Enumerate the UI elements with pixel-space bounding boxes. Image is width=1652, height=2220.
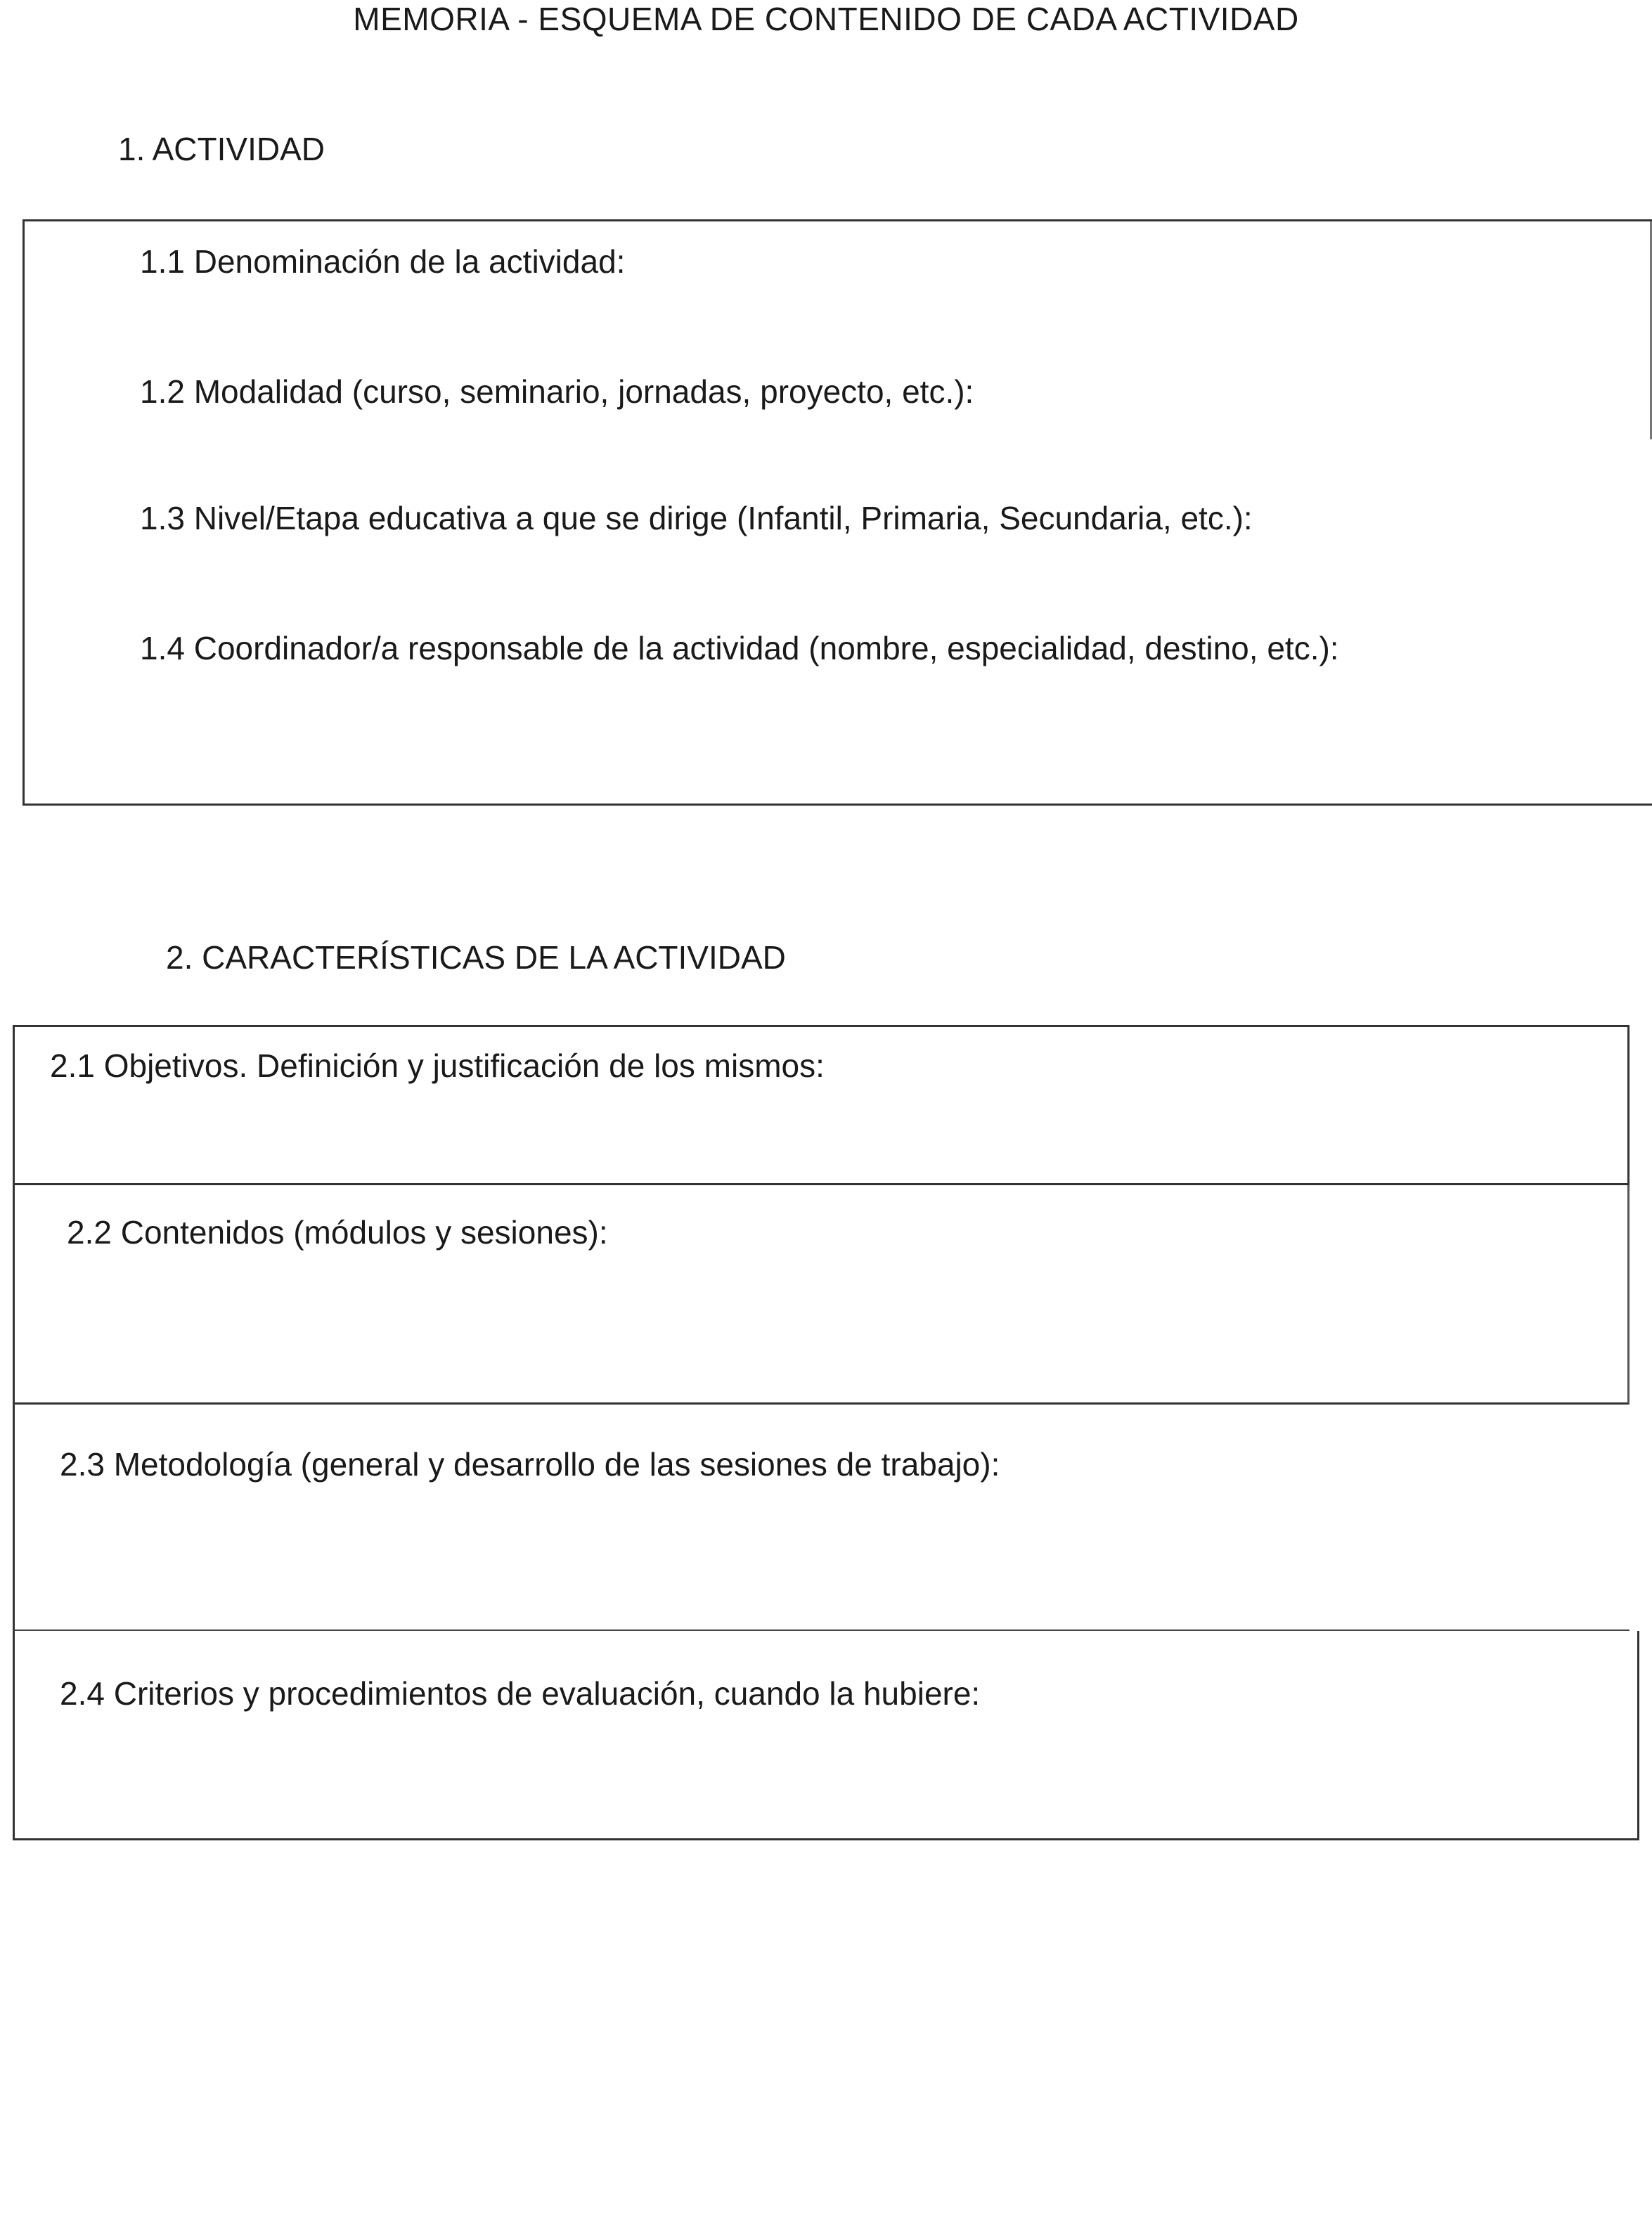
field-metodologia: 2.3 Metodología (general y desarrollo de las sesiones de trabajo): xyxy=(60,1446,1000,1483)
field-contenidos: 2.2 Contenidos (módulos y sesiones): xyxy=(67,1214,608,1251)
field-nivel-etapa: 1.3 Nivel/Etapa educativa a que se dirige (Infantil, Primaria, Secundaria, etc.): xyxy=(140,500,1253,536)
table-row-metodologia xyxy=(13,1405,1630,1631)
table-row-objetivos xyxy=(13,1025,1630,1185)
page-title: MEMORIA - ESQUEMA DE CONTENIDO DE CADA ACTIVIDAD xyxy=(353,1,1299,37)
field-coordinador: 1.4 Coordinador/a responsable de la actividad (nombre, especialidad, destino, etc.): xyxy=(140,630,1339,666)
field-denominacion: 1.1 Denominación de la actividad: xyxy=(140,243,626,280)
section-1-box xyxy=(22,219,1652,806)
section-2-table xyxy=(13,1025,1630,2220)
field-evaluacion: 2.4 Criterios y procedimientos de evaluación, cuando la hubiere: xyxy=(60,1675,981,1712)
table-row-evaluacion xyxy=(13,1631,1639,1840)
field-modalidad: 1.2 Modalidad (curso, seminario, jornadas, proyecto, etc.): xyxy=(140,373,974,410)
section-2-heading: 2. CARACTERÍSTICAS DE LA ACTIVIDAD xyxy=(166,939,786,976)
table-row-contenidos xyxy=(13,1185,1630,1405)
section-1-heading: 1. ACTIVIDAD xyxy=(118,131,325,167)
field-objetivos: 2.1 Objetivos. Definición y justificación de los mismos: xyxy=(50,1047,825,1084)
